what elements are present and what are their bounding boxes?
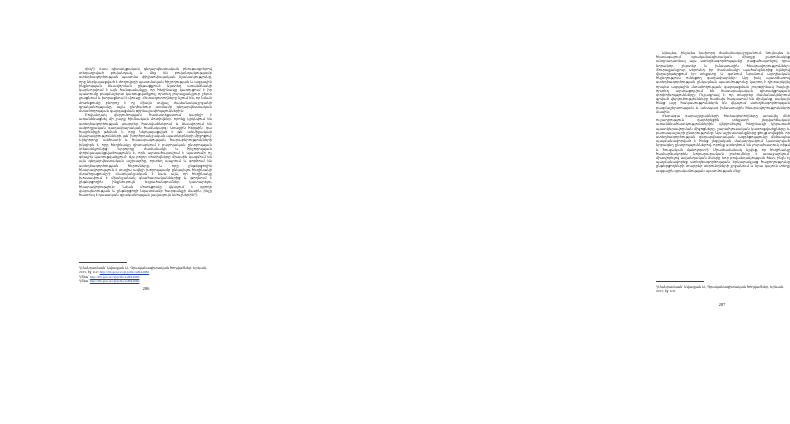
- left-page: [0, 0, 300, 424]
- footnote-3-link[interactable]: http://lib.gen.rs/cgi/pdfs/1a8f4498d: [89, 279, 140, 284]
- footnote-1-link[interactable]: http://lib.gen.rs/cgi/pdfs/1a8f4498d: [99, 270, 150, 275]
- right-page-number: 287: [718, 302, 726, 307]
- left-footnotes: [79, 262, 212, 284]
- left-page-body: [79, 67, 212, 197]
- right-footnotes: [656, 281, 790, 294]
- right-page: [300, 0, 790, 424]
- left-paragraph-2: Բովանդակ վերլուծության համատեքստում կարելի է առանձնացնել մի շարք հիմնական մոտիվներ, որոնք կրկնվում են ստեղծագործության տարբեր հատվածներում և ձևավորում են ամբողջական գաղափարական համակարգ։ Առաջին հերթին՝ դա հայրենիքի թեման է, որը ներկայացված է թե՛ անմիջական նկարագրությունների, թե՛ խորհրդանշական պատկերների միջոցով։ Երկրորդը՝ անհատի և հասարակության հարաբերությունների խնդիրն է, որը հեղինակը դիտարկում է բարոյական ընտրության տեսանկյունից։ Երրորդը՝ ժամանակի և հիշողության փոխկապակցվածությունն է, որն արտահայտվում է պատումի ոչ գծային կառուցվածքում։ Այս բոլոր մոտիվները միասին կազմում են այն գեղարվեստական աշխարհը, որտեղ ապրում և գործում են ստեղծագործության հերոսները, և որը ընթերցողին հնարավորություն է տալիս ավելի խորությամբ ընկալելու հեղինակի մտահղացումը²)։ Հատկանշական է նաև այն, որ հեղինակը խուսափում է միանշանակ գնահատականներից և թողնում է ընթերցողին ինքնուրույն եզրահանգումներ կատարելու հնարավորություն։ Նման մոտեցումը վկայում է գրողի վարպետության և ընթերցողի նկատմամբ հարգանքի մասին, ինչը հատուկ է դասական գրականության լավագույն նմուշներին³)։: [79, 113, 212, 198]
- footnote-2-link[interactable]: http://lib.gen.rs/cgi/pdfs/1a8f4498d: [89, 274, 140, 279]
- footnote-divider: [656, 281, 704, 282]
- right-page-body: [656, 51, 790, 173]
- footnote-1-text: ¹)Մանրամասն՝ Ավագյան Ա., Գրականագիտական հոդվածներ, Երևան, 2015, էջ 112։: [79, 266, 208, 275]
- footnote-divider: [79, 262, 127, 263]
- left-page-number: 286: [142, 286, 150, 291]
- footnote-3-text: ³)Տես՝: [79, 279, 90, 284]
- right-footnote-1: ¹)Մանրամասն՝ Ավագյան Ա., Գրականագիտական հոդվածներ, Երևան, 2015, էջ 118։: [656, 285, 785, 294]
- footnote-2-text: ²)Տես՝: [79, 274, 90, 279]
- left-paragraph-1: ղեկ¹): Հաս գիտակցական գեղարվեստական բնութագրերով տեղադրված բովանդակ, և մեջ են բովանդակությամբ ստեղծագործության պատմա փիլիսոփայական նշանակությունը, որը ներկայացված է ժողովրդի պատմական հիշողության և ազգային ինքնության ձևավորման ընթացքում։ Այստեղ առանձնակի կարևորվում է այն հանգամանքը, որ հեղինակը կառուցում է իր պատումը բազմաշերտ կառուցվածքով, որտեղ յուրաքանչյուր շերտ լրացնում և խորացնում է մյուսը։ Հետազոտողները նշում են, որ նման մոտեցումը բնորոշ է ոչ միայն տվյալ ժամանակաշրջանի գրականությանը, այլև ընդհանուր առմամբ գեղարվեստական մտածողության զարգացման օրինաչափություններին։: [79, 67, 212, 114]
- right-paragraph-1: Այնպես, ինչպես նախորդ ժամանակաշրջանում, նույնպես և հետագայում գրականագիտական միտքը շարունակեց անդրադառնալ այս ստեղծագործությանը՝ բացահայտելով դրա նորանոր շերտեր և իմաստային հնարավորություններ։ Յուրաքանչյուր սերունդ իր ժամանակի պահանջներից ելնելով վերաընթերցում էր տեքստը և գտնում նրանում արդիական հնչեղություն ունեցող գաղափարներ։ Այդ իսկ պատճառով ստեղծագործության ընկալման պատմությունը կարող է դիտարկվել որպես ազգային մտածողության զարգացման յուրօրինակ հայելի, որտեղ արտացոլվում են հասարակական գիտակցության փոփոխությունները։ Ուշագրավ է, որ տարբեր ժամանակներում գրված վերլուծությունները հաճախ հակասում են միմյանց, սակայն հենց այդ հակասություններն են վկայում ստեղծագործության բազմաշերտության և անսպառ իմաստային հնարավորությունների մասին։: [656, 51, 790, 114]
- footnote-1: [79, 266, 212, 275]
- footnote-3: [79, 279, 212, 283]
- right-paragraph-2: Հետագա դարաշրջանների հետազոտողները առավել մեծ ուշադրություն դարձրեցին տեքստի լեզվաոճական առանձնահատկություններին՝ վերլուծելով հեղինակի կիրառած պատկերավորման միջոցները, շարահյուսական կառուցվածքները և բառապաշարի ընտրությունը։ Այս աշխատանքները ցույց տվեցին, որ ստեղծագործության գեղարվեստական ազդեցությունը մեծապես պայմանավորված է հենց լեզվական մակարդակում կատարված նրբագեղ ընտրություններով, որոնք ստեղծում են յուրահատուկ ռիթմ և հուզական մթնոլորտ¹)։ Միաժամանակ նշվեց, որ հեղինակը համարձակորեն նորարարական լուծումներ է առաջարկում՝ միավորելով ավանդական ձևերը նոր բովանդակության հետ, ինչն էլ պայմանավորեց ստեղծագործության երկարակյաց հաջողությունը ընթերցողների տարբեր սերունդների շրջանում և նրա կայուն տեղը ազգային գրականության պատմության մեջ։: [656, 114, 790, 173]
